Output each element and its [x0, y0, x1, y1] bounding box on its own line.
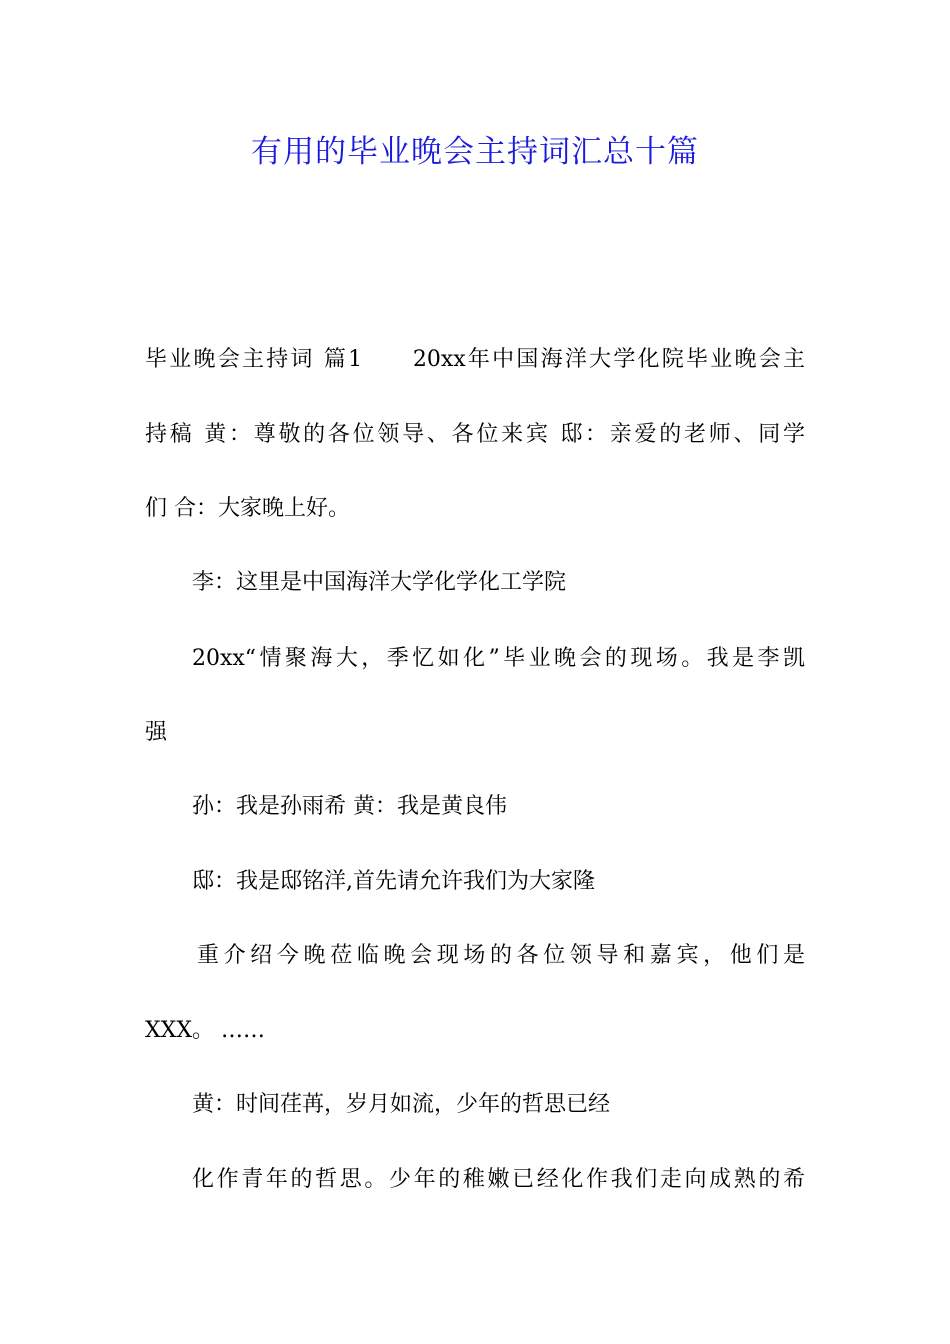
paragraph-line: 孙：我是孙雨希 黄：我是黄良伟 [192, 794, 507, 819]
paragraph-line: 李：这里是中国海洋大学化学化工学院 [192, 570, 567, 595]
paragraph-line: 化作青年的哲思。少年的稚嫩已经化作我们走向成熟的希 [192, 1167, 805, 1192]
document-title: 有用的毕业晚会主持词汇总十篇 [251, 134, 699, 170]
paragraph-line: 们 合：大家晚上好。 [145, 496, 350, 521]
paragraph-line: 毕业晚会主持词 篇1 20xx年中国海洋大学化院毕业晚会主 [145, 347, 805, 372]
paragraph-line: 黄：时间荏苒，岁月如流，少年的哲思已经 [192, 1092, 611, 1117]
paragraph-line: XXX。 …… [145, 1018, 265, 1043]
paragraph-line: 强 [145, 720, 168, 745]
paragraph-line: 20xx“情聚海大，季忆如化”毕业晚会的现场。我是李凯 [192, 646, 805, 671]
paragraph-line: 邸：我是邸铭洋,首先请允许我们为大家隆 [192, 869, 595, 894]
paragraph-line: 持稿 黄：尊敬的各位领导、各位来宾 邸：亲爱的老师、同学 [145, 422, 805, 447]
paragraph-line: 重介绍今晚莅临晚会现场的各位领导和嘉宾，他们是 [197, 943, 805, 968]
